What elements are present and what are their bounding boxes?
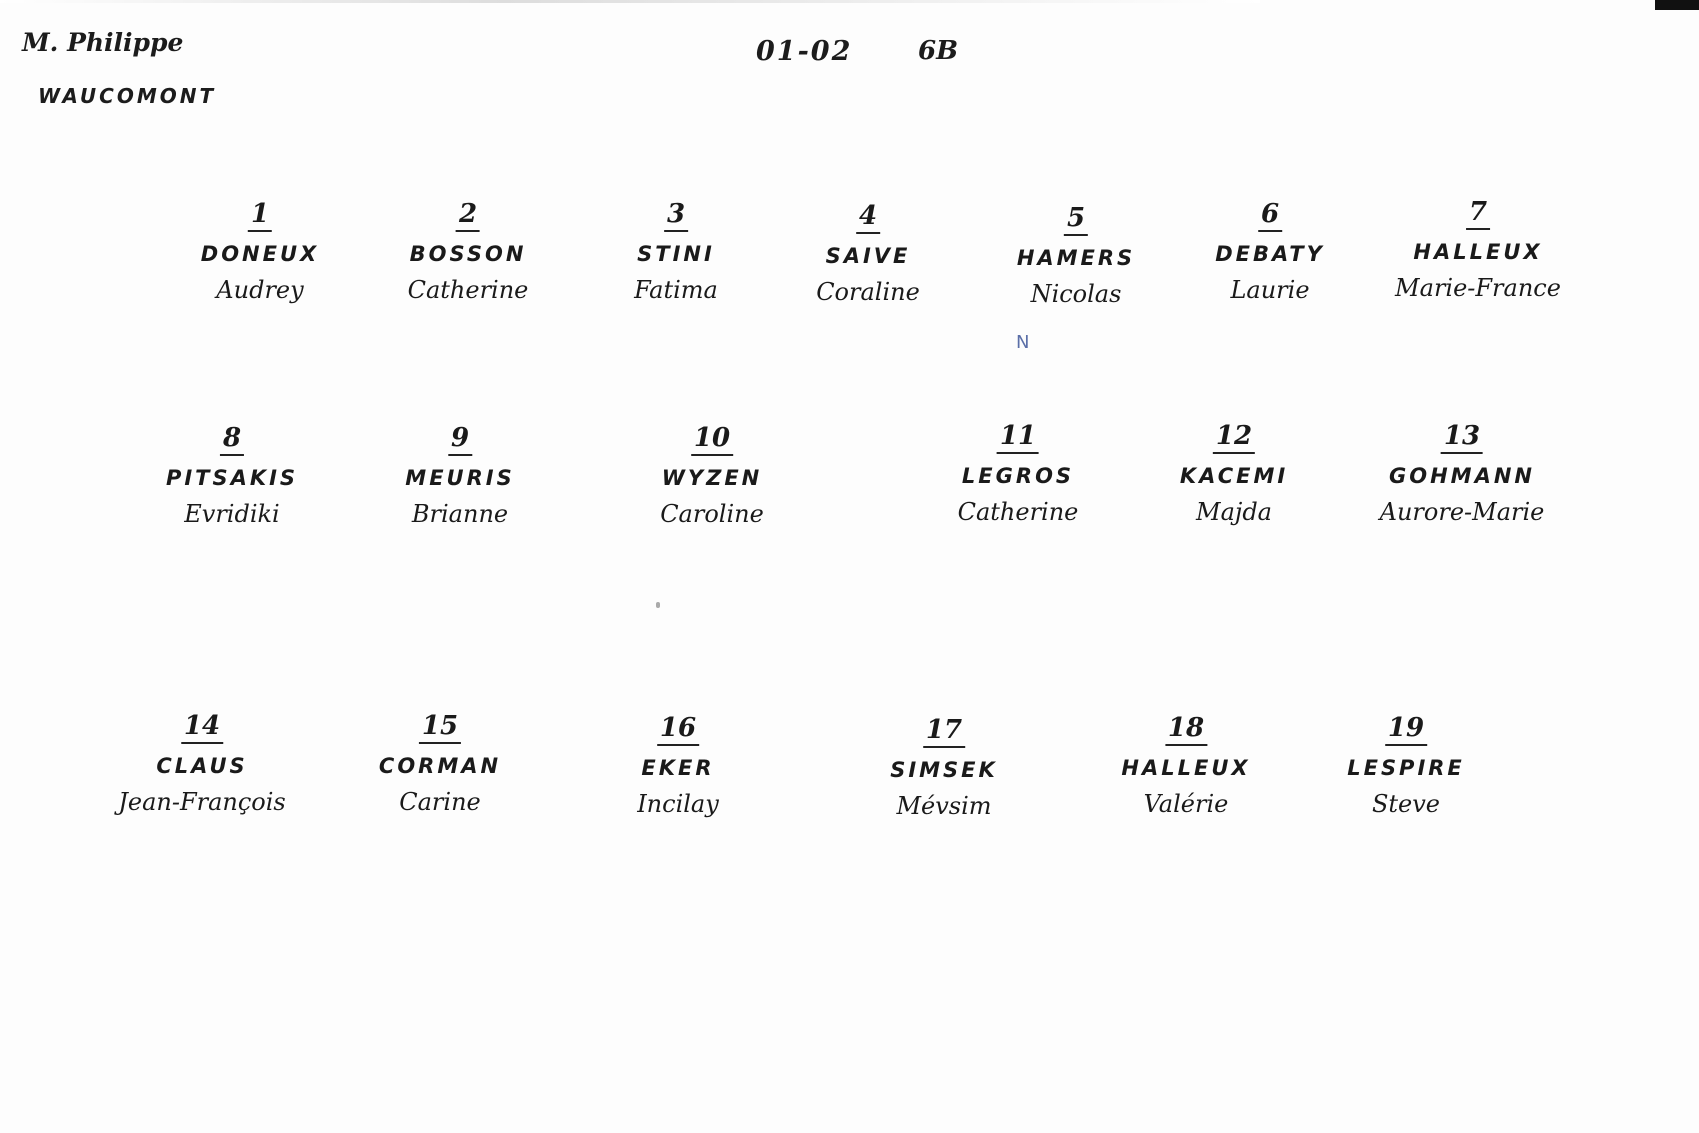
student-card [405,424,514,528]
scan-edge-line [0,0,1260,3]
student-number: 10 [691,424,733,456]
scan-corner-mark [1655,0,1699,10]
student-last-name: PITSAKIS [165,465,299,490]
student-last-name: BOSSON [409,241,527,266]
student-last-name: HALLEUX [1413,239,1543,264]
student-number: 3 [664,200,688,232]
student-last-name: EKER [641,755,715,780]
student-card [1215,200,1325,304]
student-first-name: Coraline [816,277,920,306]
student-last-name: HALLEUX [1121,755,1251,780]
student-last-name: CLAUS [156,753,248,778]
student-last-name: MEURIS [405,465,515,490]
student-last-name: SIMSEK [890,757,998,782]
student-number: 2 [456,200,480,232]
student-last-name: DEBATY [1215,241,1325,266]
student-first-name: Brianne [411,499,509,528]
student-number: 18 [1165,714,1207,746]
student-first-name: Audrey [216,275,304,304]
student-number: 19 [1385,714,1427,746]
student-card [118,712,285,816]
student-card [166,424,298,528]
student-card [1121,714,1250,818]
student-number: 5 [1064,204,1088,236]
student-first-name: Incilay [637,789,719,818]
teacher-name: M. Philippe [22,28,184,57]
student-number: 9 [448,424,472,456]
student-first-name: Steve [1371,789,1441,818]
student-last-name: WYZEN [661,465,763,490]
student-card [1395,198,1561,302]
student-card [1347,714,1465,818]
scan-speck [656,602,660,608]
student-first-name: Catherine [957,497,1079,526]
student-number: 15 [419,712,461,744]
student-card [408,200,529,304]
student-first-name: Mévsim [896,791,992,820]
student-first-name: Valérie [1143,789,1229,818]
student-first-name: Evridiki [184,499,280,528]
student-first-name: Laurie [1230,275,1310,304]
school-name: WAUCOMONT [38,84,217,108]
student-number: 7 [1466,198,1490,230]
student-first-name: Majda [1195,497,1272,526]
student-number: 17 [923,716,965,748]
student-first-name: Catherine [407,275,529,304]
class-label: 6B [918,36,959,66]
student-card [816,202,920,306]
student-first-name: Caroline [660,499,764,528]
student-last-name: GOHMANN [1389,463,1535,488]
student-card [1180,422,1288,526]
student-first-name: Aurore-Marie [1379,497,1545,526]
student-number: 14 [181,712,223,744]
student-first-name: Fatima [634,275,718,304]
student-card [1017,204,1135,308]
student-first-name: Jean-François [118,787,286,816]
student-number: 13 [1441,422,1483,454]
student-number: 11 [997,422,1039,454]
student-card [634,200,718,304]
stray-ink-mark: N [1016,332,1030,353]
student-card [637,714,719,818]
student-last-name: SAIVE [825,243,911,268]
student-card [660,424,764,528]
student-last-name: LEGROS [961,463,1075,488]
student-last-name: CORMAN [378,753,502,778]
student-card [201,200,319,304]
student-last-name: STINI [637,241,715,266]
student-last-name: DONEUX [200,241,320,266]
student-first-name: Carine [399,787,481,816]
student-number: 4 [856,202,880,234]
student-last-name: LESPIRE [1347,755,1465,780]
student-card [890,716,998,820]
student-last-name: KACEMI [1179,463,1289,488]
student-first-name: Nicolas [1030,279,1122,308]
student-number: 6 [1258,200,1282,232]
student-card [1380,422,1545,526]
student-card [379,712,501,816]
student-last-name: HAMERS [1016,245,1136,270]
student-number: 8 [220,424,244,456]
student-number: 1 [248,200,272,232]
student-card [958,422,1079,526]
student-number: 16 [657,714,699,746]
student-first-name: Marie-France [1395,273,1561,302]
sheet-date: 01-02 [756,36,853,67]
student-number: 12 [1213,422,1255,454]
